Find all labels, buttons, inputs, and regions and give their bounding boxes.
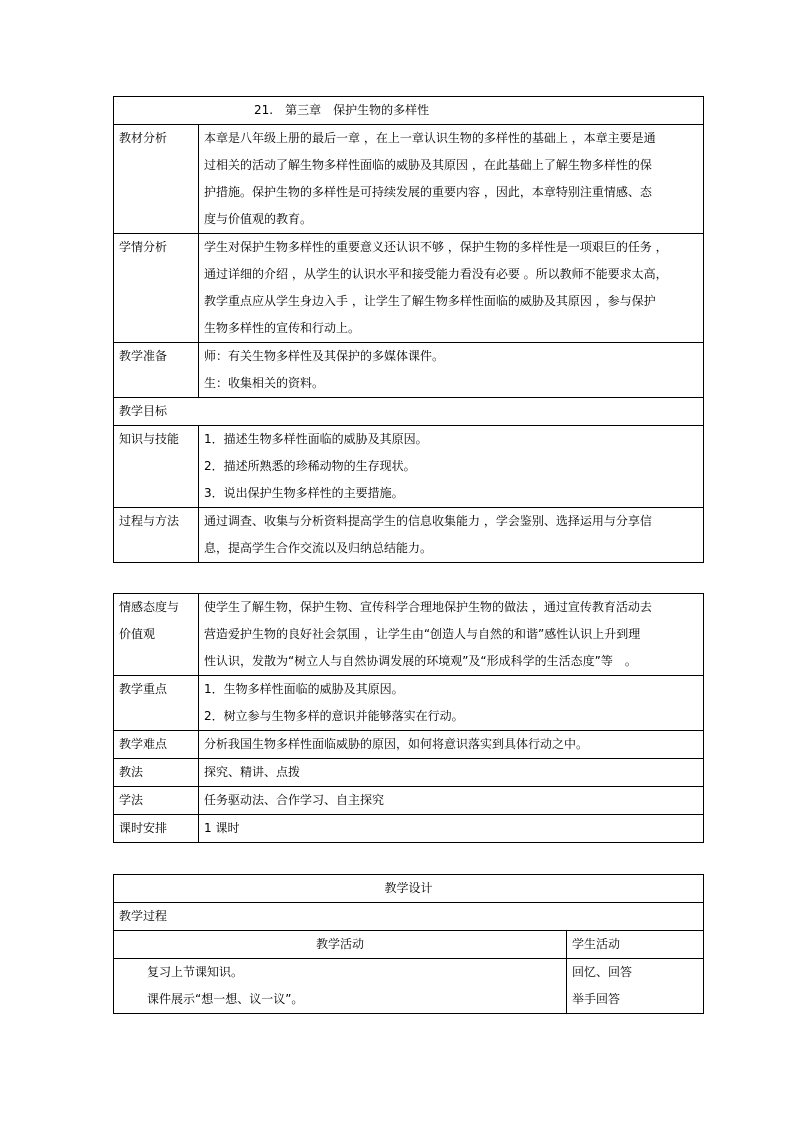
content-line: 本章是八年级上册的最后一章 ，在上一章认识生物的多样性的基础上 ，本章主要是通 xyxy=(204,131,656,145)
row-label: 学法 xyxy=(114,787,199,815)
content-line: 学生对保护生物多样性的重要意义还认识不够 ，保护生物的多样性是一项艰巨的任务 ， xyxy=(204,240,668,254)
content-line: 举手回答 xyxy=(572,992,621,1006)
row-content xyxy=(199,815,704,843)
content-line: 2．描述所熟悉的珍稀动物的生存现状。 xyxy=(204,459,416,473)
table-row xyxy=(114,234,704,343)
content-line: 通过调查、收集与分析资料提高学生的信息收集能力 ，学会鉴别、选择运用与分享信 xyxy=(204,514,652,528)
content-line: 度与价值观的教育。 xyxy=(204,212,313,226)
table-header-row xyxy=(114,931,704,959)
content-line: 2．树立参与生物多样的意识并能够落实在行动。 xyxy=(204,709,464,723)
table-row xyxy=(114,815,704,843)
content-line: 3．说出保护生物多样性的主要措施。 xyxy=(204,486,404,500)
process-heading: 教学过程 xyxy=(114,903,704,931)
content-line: 师：有关生物多样性及其保护的多媒体课件。 xyxy=(204,349,445,363)
table-row xyxy=(114,594,704,676)
content-line: 生物多样性的宣传和行动上。 xyxy=(204,321,361,335)
row-label: 课时安排 xyxy=(114,815,199,843)
table-row xyxy=(114,731,704,759)
row-content xyxy=(199,508,704,563)
content-line: 课件展示“想一想、议一议”。 xyxy=(147,992,304,1006)
content-line: 使学生了解生物，保护生物、宣传科学合理地保护生物的做法 ，通过宣传教育活动去 xyxy=(204,600,652,614)
row-label: 学情分析 xyxy=(114,234,199,343)
content-line: 教学重点应从学生身边入手 ，让学生了解生物多样性面临的威胁及其原因 ，参与保护 xyxy=(204,294,656,308)
content-line: 1 课时 xyxy=(204,821,240,835)
teaching-design-table xyxy=(113,874,704,1014)
content-line: 息，提高学生合作交流以及归纳总结能力。 xyxy=(204,541,433,555)
table-row xyxy=(114,426,704,508)
student-activity-cell xyxy=(567,959,704,1014)
row-content xyxy=(199,731,704,759)
teacher-activity-cell xyxy=(114,959,567,1014)
content-line: 性认识，发散为“树立人与自然协调发展的环境观”及“形成科学的生活态度”等 。 xyxy=(204,654,637,668)
row-label: 教法 xyxy=(114,759,199,787)
label-line: 价值观 xyxy=(119,627,156,641)
label-line: 情感态度与 xyxy=(119,600,180,614)
content-line: 护措施。保护生物的多样性是可持续发展的重要内容 ，因此，本章特别注重情感、态 xyxy=(204,185,652,199)
row-label: 过程与方法 xyxy=(114,508,199,563)
row-label: 教材分析 xyxy=(114,125,199,234)
row-label: 教学准备 xyxy=(114,343,199,398)
table-row xyxy=(114,959,704,1014)
content-line: 任务驱动法、合作学习、自主探究 xyxy=(204,793,385,807)
row-content xyxy=(199,426,704,508)
content-line: 生：收集相关的资料。 xyxy=(204,376,325,390)
content-line: 营造爱护生物的良好社会氛围 ，让学生由“创造人与自然的和谐”感性认识上升到理 xyxy=(204,627,641,641)
table-row xyxy=(114,759,704,787)
design-title: 教学设计 xyxy=(114,875,704,903)
content-line: 1．描述生物多样性面临的威胁及其原因。 xyxy=(204,432,428,446)
table-row xyxy=(114,343,704,398)
table-row xyxy=(114,676,704,731)
goals-methods-table xyxy=(113,593,704,843)
teacher-activity-header: 教学活动 xyxy=(114,931,567,959)
row-label: 教学难点 xyxy=(114,731,199,759)
table-row xyxy=(114,125,704,234)
row-content xyxy=(199,234,704,343)
table-row xyxy=(114,787,704,815)
table-row xyxy=(114,508,704,563)
row-content xyxy=(199,676,704,731)
content-line: 探究、精讲、点拨 xyxy=(204,765,301,779)
row-label xyxy=(114,594,199,676)
chapter-title-cell xyxy=(114,97,704,125)
content-line: 1．生物多样性面临的威胁及其原因。 xyxy=(204,682,404,696)
content-line: 通过详细的介绍 ，从学生的认识水平和接受能力看没有必要 。所以教师不能要求太高， xyxy=(204,267,668,281)
content-line: 分析我国生物多样性面临威胁的原因，如何将意识落实到具体行动之中。 xyxy=(204,737,589,751)
row-label: 知识与技能 xyxy=(114,426,199,508)
row-label: 教学重点 xyxy=(114,676,199,731)
student-activity-header: 学生活动 xyxy=(567,931,704,959)
section-heading: 教学目标 xyxy=(114,398,704,426)
row-content xyxy=(199,125,704,234)
row-content xyxy=(199,787,704,815)
content-line: 复习上节课知识。 xyxy=(147,965,244,979)
row-content xyxy=(199,759,704,787)
lesson-info-table xyxy=(113,96,704,563)
row-content xyxy=(199,343,704,398)
content-line: 过相关的活动了解生物多样性面临的威胁及其原因 ，在此基础上了解生物多样性的保 xyxy=(204,158,652,172)
content-line: 回忆、回答 xyxy=(572,965,633,979)
chapter-title: 21. 第三章 保护生物的多样性 xyxy=(254,103,430,117)
row-content xyxy=(199,594,704,676)
